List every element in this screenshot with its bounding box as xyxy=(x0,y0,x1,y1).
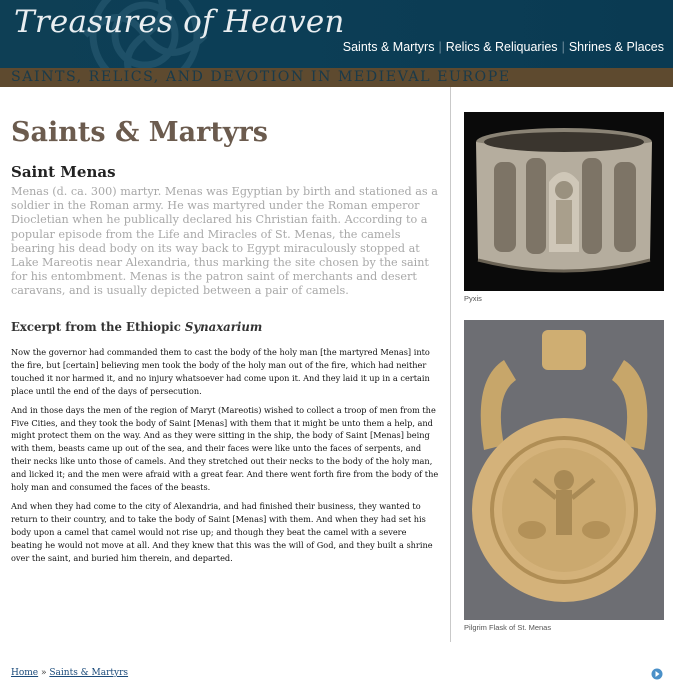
pyxis-image[interactable] xyxy=(464,112,664,291)
tagline-bar xyxy=(0,68,673,87)
figure-pilgrim-flask xyxy=(464,320,664,632)
main-nav xyxy=(343,40,664,54)
saint-name-heading: Saint Menas xyxy=(11,163,116,181)
breadcrumb-home-link[interactable]: Home xyxy=(11,668,39,678)
column-divider xyxy=(450,87,451,642)
breadcrumb-current-link[interactable]: Saints & Martyrs xyxy=(49,668,129,678)
nav-shrines-places[interactable]: Shrines & Places xyxy=(568,40,664,54)
site-tagline: SAINTS, RELICS, AND DEVOTION IN MEDIEVAL EUROPE xyxy=(11,69,511,85)
page-title: Saints & Martyrs xyxy=(11,117,268,148)
pilgrim-flask-image[interactable] xyxy=(464,320,664,620)
figure-caption: Pyxis xyxy=(464,294,482,303)
site-title[interactable]: Treasures of Heaven xyxy=(14,4,345,40)
excerpt-paragraph: Now the governor had commanded them to cast the body of the holy man [the martyred Menas] into the fire, but [certain] believing men took the body of the holy man out of the fire, which had neither touched it nor harmed it, and no injury whatsoever had come upon it. And they laid it up in a certain place until the end of the days of persecution. xyxy=(11,347,430,396)
excerpt-paragraph: And in those days the men of the region of Maryt (Mareotis) wished to collect a troop of men from the Five Cities, and they took the body of Saint [Menas] with them that it might be unto them a help, and might protect them on the way. And as they were sitting in the ship, the body of Saint [Menas] being with them, beasts came up out of the sea, and their faces were like unto the faces of serpents, and their necks like unto those of camels. And they stretched out their necks to the body of the holy man, and licked it; and the men were afraid with a great fear. And there went forth fire from the body of the holy man and consumed the faces of the beasts. xyxy=(11,404,439,493)
figure-caption: Pilgrim Flask of St. Menas xyxy=(464,623,552,632)
back-to-top-icon[interactable] xyxy=(651,668,663,680)
excerpt-heading-source: Synaxarium xyxy=(184,320,263,334)
saint-intro-text: Menas (d. ca. 300) martyr. Menas was Egyptian by birth and stationed as a soldier in the Roman army. He was martyred under the Roman emperor Diocletian when he publically declared his Christian faith. According to a popular episode from the Life and Miracles of St. Menas, the camels bearing his dead body on its way back to Egypt miraculously stopped at Lake Mareotis near Alexandria, thus marking the site chosen by the saint for his entombment. Menas is the patron saint of merchants and desert caravans, and is usually depicted between a pair of camels. xyxy=(11,185,438,298)
figure-pyxis xyxy=(464,112,664,303)
nav-separator: | xyxy=(438,40,442,54)
excerpt-paragraph: And when they had come to the city of Alexandria, and had finished their business, they wanted to return to their country, and to take the body of Saint [Menas] with them. And when they had set his body upon a camel that camel would not rise up; and though they beat the camel with a severe beating he would not move at all. And they knew that this was the will of God, and they built a shrine over the saint, and buried him therein, and departed. xyxy=(11,500,433,563)
excerpt-body xyxy=(11,346,440,571)
nav-saints-martyrs[interactable]: Saints & Martyrs xyxy=(342,40,435,54)
breadcrumb xyxy=(11,668,128,678)
nav-separator: | xyxy=(561,40,565,54)
nav-relics-reliquaries[interactable]: Relics & Reliquaries xyxy=(445,40,558,54)
site-header xyxy=(0,0,673,68)
excerpt-heading xyxy=(11,320,262,334)
excerpt-heading-text: Excerpt from the Ethiopic xyxy=(11,320,185,334)
breadcrumb-separator: » xyxy=(38,668,50,678)
